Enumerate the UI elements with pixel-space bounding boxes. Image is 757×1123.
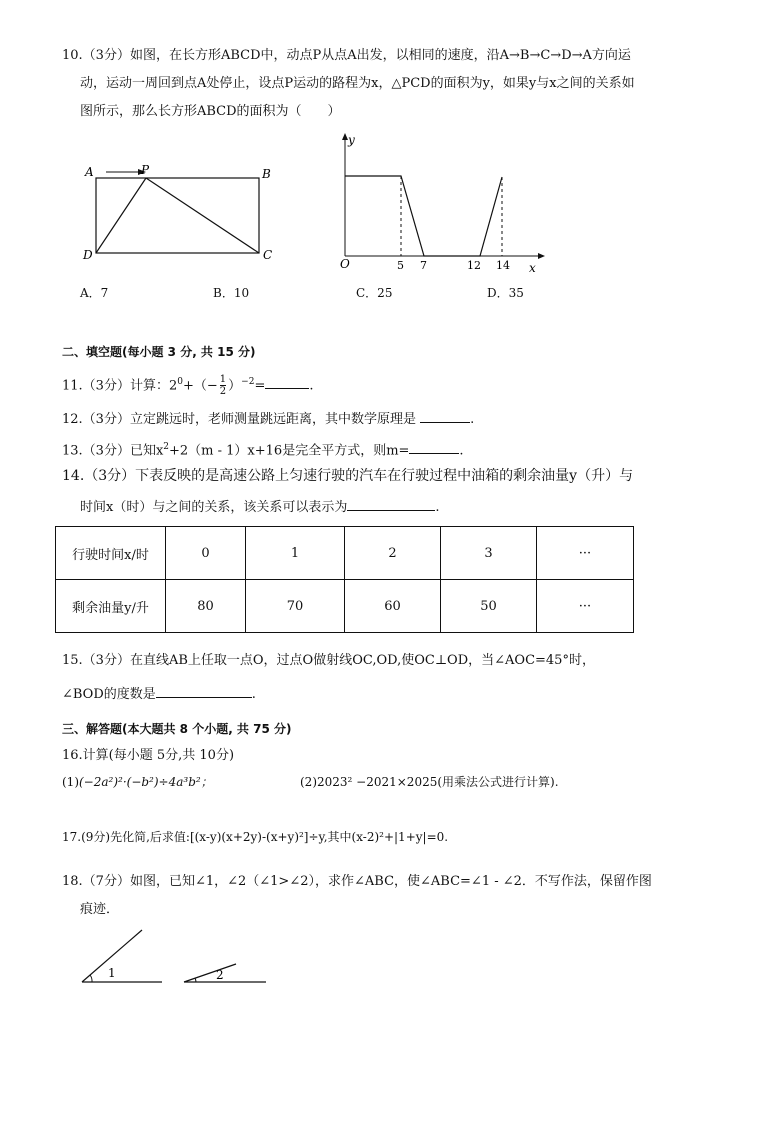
label-c: C: [263, 248, 273, 262]
q11-equals: =: [254, 378, 266, 394]
segment-pd: [96, 178, 146, 253]
table-cell: 80: [166, 580, 246, 633]
q13-middle: +2（m - 1）x+16是完全平方式，则m=: [169, 443, 410, 459]
table-row: [56, 580, 634, 633]
q15-line2: [62, 683, 256, 705]
angle2-label: 2: [216, 968, 224, 982]
q13-answer-blank[interactable]: [409, 439, 459, 454]
q11-exp0: 0: [177, 377, 183, 387]
table-cell: 70: [246, 580, 345, 633]
table-cell: 1: [246, 527, 345, 580]
table-cell: 60: [345, 580, 441, 633]
table-cell: ···: [537, 527, 634, 580]
q18-line1: 18.（7分）如图，已知∠1，∠2（∠1>∠2），求作∠ABC，使∠ABC=∠1 - ∠2．不写作法，保留作图: [62, 874, 652, 889]
segment-pc: [146, 178, 259, 253]
q11-exp2: −2: [241, 377, 255, 387]
q12-answer-blank[interactable]: [420, 408, 470, 423]
q18-line2: 痕迹．: [80, 902, 120, 917]
option-d: D．35: [487, 286, 524, 300]
q13-sup: 2: [163, 442, 170, 452]
label-b: B: [262, 167, 271, 181]
graph-line: [345, 176, 502, 256]
q11-end: .: [309, 378, 314, 394]
q15-line2-text: ∠BOD的度数是: [62, 687, 156, 702]
table-header-cell: 行驶时间x/时: [56, 527, 166, 580]
table-cell: 2: [345, 527, 441, 580]
q14-table: [55, 526, 634, 633]
q12-text: 12.（3分）立定跳远时，老师测量跳远距离，其中数学原理是: [62, 412, 416, 427]
x-axis-arrow: [538, 253, 545, 259]
q11-answer-blank[interactable]: [265, 374, 309, 389]
q11-close: ）: [228, 378, 242, 394]
label-d: D: [83, 248, 93, 262]
q10-line2: 动，运动一周回到点A处停止，设点P运动的路程为x，△PCD的面积为y，如果y与x之间的关系如: [80, 76, 635, 91]
q16-part1: [62, 772, 213, 792]
q13: [62, 437, 464, 461]
angles-figure: [78, 924, 278, 988]
table-cell: ···: [537, 580, 634, 633]
q13-end: .: [459, 443, 464, 459]
q13-prefix: 13.（3分）已知x: [62, 443, 164, 459]
q11-prefix: 11.（3分）计算：: [62, 378, 169, 394]
q12-end: .: [470, 412, 475, 427]
q11: [62, 370, 313, 398]
q14-answer-blank[interactable]: [347, 496, 435, 511]
table-cell: 0: [166, 527, 246, 580]
table-header-cell: 剩余油量y/升: [56, 580, 166, 633]
q12: [62, 408, 474, 430]
q15-line1: 15.（3分）在直线AB上任取一点O，过点O做射线OC,OD,使OC⊥OD，当∠AOC=45°时，: [62, 653, 595, 668]
graph-figure: [330, 128, 550, 278]
label-p: P: [141, 163, 150, 177]
origin-label: O: [340, 257, 350, 271]
section3-title: 三、解答题(本大题共 8 个小题, 共 75 分): [62, 722, 292, 736]
q14-line2-text: 时间x（时）与之间的关系，该关系可以表示为: [80, 500, 348, 515]
table-row: [56, 527, 634, 580]
q10-line3: 图所示，那么长方形ABCD的面积为（ ）: [80, 104, 341, 119]
q16-part1-prefix: (1): [62, 775, 79, 789]
q11-base0: 2: [168, 378, 178, 394]
tick-7: 7: [420, 259, 427, 272]
q16-part1-expr: (−2a²)²·(−b²)÷4a³b²；: [79, 775, 213, 789]
q14-end: .: [435, 500, 440, 515]
tick-12: 12: [467, 259, 481, 272]
tick-14: 14: [496, 259, 510, 272]
q16-title: 16.计算(每小题 5分,共 10分): [62, 748, 235, 763]
section2-title: 二、填空题(每小题 3 分, 共 15 分): [62, 345, 256, 359]
q16-part2: (2)2023² −2021×2025(用乘法公式进行计算).: [300, 775, 559, 789]
angle2-ray: [184, 964, 236, 982]
q14-line2: [80, 496, 439, 518]
q15-answer-blank[interactable]: [156, 683, 252, 698]
tick-5: 5: [397, 259, 404, 272]
q11-plus: +（−: [182, 378, 218, 394]
q17: 17.(9分)先化简,后求值:[(x-y)(x+2y)-(x+y)²]÷y,其中(x-2)²+|1+y|=0.: [62, 830, 449, 844]
rectangle-figure: [80, 155, 280, 265]
angle1-arc: [90, 975, 92, 982]
q14-line1: 14.（3分）下表反映的是高速公路上匀速行驶的汽车在行驶过程中油箱的剩余油量y（升）与: [62, 468, 634, 484]
option-b: B．10: [213, 286, 250, 300]
angle1-label: 1: [108, 966, 116, 980]
table-cell: 3: [441, 527, 537, 580]
q11-frac-den: 2: [219, 386, 227, 398]
option-c: C．25: [356, 286, 393, 300]
x-axis-label: x: [529, 261, 536, 275]
y-axis-label: y: [348, 133, 355, 147]
option-a: A．7: [80, 286, 109, 300]
table-cell: 50: [441, 580, 537, 633]
label-a: A: [85, 165, 94, 179]
q11-frac-num: 1: [219, 374, 227, 386]
q15-end: .: [251, 687, 256, 702]
q11-fraction: [220, 374, 226, 397]
q10-line1: 10.（3分）如图，在长方形ABCD中，动点P从点A出发，以相同的速度，沿A→B→C→D→A方向运: [62, 48, 631, 63]
